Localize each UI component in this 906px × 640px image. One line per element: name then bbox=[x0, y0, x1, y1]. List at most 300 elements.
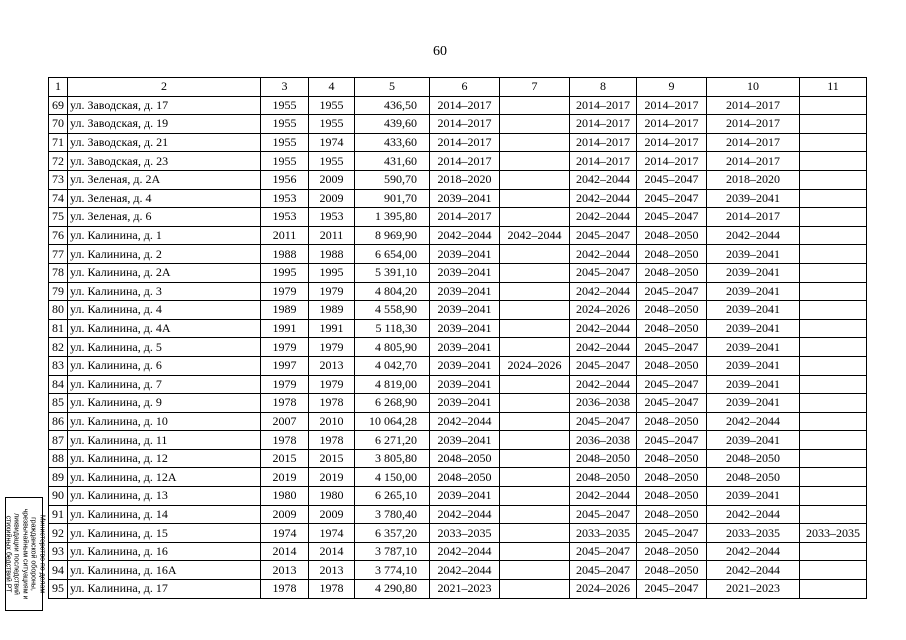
table-cell bbox=[800, 561, 867, 580]
table-cell: 1979 bbox=[261, 282, 309, 301]
table-cell: ул. Калинина, д. 2А bbox=[68, 263, 261, 282]
table-cell: 2039–2041 bbox=[430, 338, 500, 357]
table-cell: 2039–2041 bbox=[707, 338, 800, 357]
table-cell: ул. Калинина, д. 1 bbox=[68, 226, 261, 245]
table-cell bbox=[800, 263, 867, 282]
table-cell: 2007 bbox=[261, 412, 309, 431]
table-cell: 2045–2047 bbox=[637, 282, 707, 301]
table-row bbox=[49, 561, 867, 580]
table-cell: 2039–2041 bbox=[430, 319, 500, 338]
table-cell bbox=[800, 449, 867, 468]
table-row bbox=[49, 152, 867, 171]
page-number: 60 bbox=[433, 44, 447, 59]
table-cell: 5 118,30 bbox=[355, 319, 430, 338]
table-cell: 2033–2035 bbox=[800, 524, 867, 543]
stamp-line: гражданской обороны, bbox=[29, 517, 37, 591]
table-cell: 1979 bbox=[261, 338, 309, 357]
table-cell: 2045–2047 bbox=[637, 189, 707, 208]
table-cell: 2021–2023 bbox=[707, 580, 800, 599]
table-cell: 1978 bbox=[309, 394, 355, 413]
table-cell bbox=[500, 152, 570, 171]
table-cell bbox=[500, 208, 570, 227]
table-cell bbox=[500, 263, 570, 282]
table-cell: ул. Калинина, д. 11 bbox=[68, 431, 261, 450]
table-row bbox=[49, 580, 867, 599]
table-cell: 2011 bbox=[309, 226, 355, 245]
table-cell: 94 bbox=[49, 561, 68, 580]
table-cell: 78 bbox=[49, 263, 68, 282]
table-cell: 2024–2026 bbox=[500, 356, 570, 375]
table-cell: 2048–2050 bbox=[570, 468, 637, 487]
table-cell: 2048–2050 bbox=[637, 301, 707, 320]
table-cell: 2014–2017 bbox=[707, 208, 800, 227]
table-cell: 2014 bbox=[261, 542, 309, 561]
table-cell: 2045–2047 bbox=[570, 356, 637, 375]
table-cell: 2039–2041 bbox=[707, 319, 800, 338]
table-cell: 2024–2026 bbox=[570, 301, 637, 320]
table-cell: 6 271,20 bbox=[355, 431, 430, 450]
table-cell: 1978 bbox=[261, 431, 309, 450]
table-cell: 2014 bbox=[309, 542, 355, 561]
table-cell: 2039–2041 bbox=[707, 245, 800, 264]
table-cell: 2014–2017 bbox=[430, 115, 500, 134]
table-cell: 2039–2041 bbox=[707, 487, 800, 506]
table-cell: 1995 bbox=[261, 263, 309, 282]
table-cell: 2014–2017 bbox=[707, 96, 800, 115]
table-cell: 2042–2044 bbox=[430, 226, 500, 245]
table-cell: 436,50 bbox=[355, 96, 430, 115]
table-cell: 73 bbox=[49, 170, 68, 189]
table-cell: 81 bbox=[49, 319, 68, 338]
table-cell: 6 265,10 bbox=[355, 487, 430, 506]
table-cell: 1979 bbox=[261, 375, 309, 394]
table-cell: ул. Заводская, д. 17 bbox=[68, 96, 261, 115]
table-cell: 901,70 bbox=[355, 189, 430, 208]
table-cell bbox=[500, 115, 570, 134]
table-cell: ул. Калинина, д. 16А bbox=[68, 561, 261, 580]
table-cell: 2009 bbox=[309, 189, 355, 208]
table-cell: 2045–2047 bbox=[637, 580, 707, 599]
table-cell: 2014–2017 bbox=[637, 152, 707, 171]
table-cell: ул. Калинина, д. 3 bbox=[68, 282, 261, 301]
table-cell: 2048–2050 bbox=[637, 412, 707, 431]
table-cell: 2033–2035 bbox=[430, 524, 500, 543]
table-cell: 93 bbox=[49, 542, 68, 561]
table-cell: 8 969,90 bbox=[355, 226, 430, 245]
table-cell: 1988 bbox=[309, 245, 355, 264]
table-row bbox=[49, 431, 867, 450]
table-cell: 2042–2044 bbox=[570, 208, 637, 227]
table-cell: 2009 bbox=[261, 505, 309, 524]
table-cell: 2011 bbox=[261, 226, 309, 245]
table-cell: 4 819,00 bbox=[355, 375, 430, 394]
table-cell: 92 bbox=[49, 524, 68, 543]
table-row bbox=[49, 468, 867, 487]
table-cell: 2048–2050 bbox=[637, 245, 707, 264]
table-cell bbox=[500, 580, 570, 599]
table-cell: 2014–2017 bbox=[637, 133, 707, 152]
table-cell: 2039–2041 bbox=[707, 263, 800, 282]
stamp-line: стихийных бедствий РТ bbox=[4, 515, 12, 593]
stamp-line: ликвидации последствий bbox=[12, 513, 20, 595]
table-cell: 2039–2041 bbox=[430, 263, 500, 282]
table-cell: 1997 bbox=[261, 356, 309, 375]
table-cell: ул. Калинина, д. 9 bbox=[68, 394, 261, 413]
table-cell: 1955 bbox=[261, 133, 309, 152]
table-cell: 76 bbox=[49, 226, 68, 245]
table-cell: 2045–2047 bbox=[637, 394, 707, 413]
table-cell: 2014–2017 bbox=[637, 115, 707, 134]
table-cell: 2014–2017 bbox=[430, 96, 500, 115]
table-cell bbox=[500, 375, 570, 394]
table-cell: 2021–2023 bbox=[430, 580, 500, 599]
table-cell: 1955 bbox=[261, 96, 309, 115]
table-cell: 2039–2041 bbox=[430, 282, 500, 301]
table-cell bbox=[500, 96, 570, 115]
table-cell: 71 bbox=[49, 133, 68, 152]
table-cell: 95 bbox=[49, 580, 68, 599]
table-cell: 2039–2041 bbox=[430, 189, 500, 208]
table-cell: 2014–2017 bbox=[570, 152, 637, 171]
table-cell bbox=[500, 319, 570, 338]
table-cell: 2048–2050 bbox=[637, 468, 707, 487]
table-cell: ул. Заводская, д. 19 bbox=[68, 115, 261, 134]
table-cell: 2024–2026 bbox=[570, 580, 637, 599]
table-cell: 2045–2047 bbox=[637, 338, 707, 357]
table-cell: 6 357,20 bbox=[355, 524, 430, 543]
table-cell: 84 bbox=[49, 375, 68, 394]
table-cell: ул. Калинина, д. 12 bbox=[68, 449, 261, 468]
table-cell: 1955 bbox=[261, 115, 309, 134]
table-cell: ул. Зеленая, д. 6 bbox=[68, 208, 261, 227]
table-cell bbox=[500, 282, 570, 301]
table-cell: 2048–2050 bbox=[570, 449, 637, 468]
table-cell bbox=[500, 468, 570, 487]
table-row bbox=[49, 394, 867, 413]
table-cell: ул. Зеленая, д. 4 bbox=[68, 189, 261, 208]
table-cell: 70 bbox=[49, 115, 68, 134]
table-cell: 3 787,10 bbox=[355, 542, 430, 561]
table-cell: 1955 bbox=[309, 115, 355, 134]
table-cell: 1953 bbox=[261, 189, 309, 208]
table-cell: 3 774,10 bbox=[355, 561, 430, 580]
table-cell bbox=[800, 245, 867, 264]
table-cell: 87 bbox=[49, 431, 68, 450]
table-cell bbox=[800, 487, 867, 506]
table-cell: 2039–2041 bbox=[707, 431, 800, 450]
column-header: 8 bbox=[570, 78, 637, 97]
table-cell bbox=[500, 542, 570, 561]
table-row bbox=[49, 96, 867, 115]
table-row bbox=[49, 487, 867, 506]
table-cell: 85 bbox=[49, 394, 68, 413]
table-cell bbox=[500, 524, 570, 543]
table-cell: ул. Калинина, д. 6 bbox=[68, 356, 261, 375]
table-cell: 6 268,90 bbox=[355, 394, 430, 413]
table-cell: 2042–2044 bbox=[570, 189, 637, 208]
table-cell: 2009 bbox=[309, 505, 355, 524]
table-cell: 2039–2041 bbox=[430, 245, 500, 264]
column-header: 9 bbox=[637, 78, 707, 97]
table-cell bbox=[500, 431, 570, 450]
table-cell: 2014–2017 bbox=[707, 152, 800, 171]
table-cell bbox=[800, 468, 867, 487]
column-header: 10 bbox=[707, 78, 800, 97]
table-cell: 2042–2044 bbox=[707, 505, 800, 524]
table-row bbox=[49, 245, 867, 264]
table-cell bbox=[800, 412, 867, 431]
table-row bbox=[49, 170, 867, 189]
table-cell bbox=[800, 542, 867, 561]
table-cell: 2048–2050 bbox=[637, 226, 707, 245]
table-row bbox=[49, 375, 867, 394]
table-cell: 1955 bbox=[261, 152, 309, 171]
table-cell: 1995 bbox=[309, 263, 355, 282]
table-cell: 2048–2050 bbox=[637, 487, 707, 506]
table-cell: 2018–2020 bbox=[707, 170, 800, 189]
table-row bbox=[49, 282, 867, 301]
table-cell: 10 064,28 bbox=[355, 412, 430, 431]
table-cell: 2039–2041 bbox=[430, 487, 500, 506]
table-cell: 2039–2041 bbox=[430, 375, 500, 394]
table-row bbox=[49, 263, 867, 282]
table-cell: 2014–2017 bbox=[570, 133, 637, 152]
table-cell bbox=[500, 338, 570, 357]
table-cell: 1955 bbox=[309, 152, 355, 171]
column-header: 5 bbox=[355, 78, 430, 97]
table-cell bbox=[500, 170, 570, 189]
table-cell: 1978 bbox=[261, 394, 309, 413]
table-cell: 86 bbox=[49, 412, 68, 431]
table-cell bbox=[500, 394, 570, 413]
table-cell: 1988 bbox=[261, 245, 309, 264]
table-cell bbox=[800, 580, 867, 599]
table-cell: 4 805,90 bbox=[355, 338, 430, 357]
table-cell: 1974 bbox=[309, 524, 355, 543]
table-cell: 439,60 bbox=[355, 115, 430, 134]
column-header: 7 bbox=[500, 78, 570, 97]
column-header: 3 bbox=[261, 78, 309, 97]
table-cell: 2048–2050 bbox=[430, 449, 500, 468]
table-cell bbox=[500, 301, 570, 320]
table-cell: 2039–2041 bbox=[430, 431, 500, 450]
table-cell: 69 bbox=[49, 96, 68, 115]
table-cell: 2048–2050 bbox=[637, 263, 707, 282]
table-cell bbox=[800, 282, 867, 301]
table-cell: 2013 bbox=[309, 356, 355, 375]
table-cell: ул. Заводская, д. 23 bbox=[68, 152, 261, 171]
table-cell: 2048–2050 bbox=[637, 319, 707, 338]
table-cell: 80 bbox=[49, 301, 68, 320]
table-cell: 1989 bbox=[261, 301, 309, 320]
table-row bbox=[49, 133, 867, 152]
table-cell: 2042–2044 bbox=[570, 170, 637, 189]
table-cell: ул. Калинина, д. 2 bbox=[68, 245, 261, 264]
table-cell: 2045–2047 bbox=[570, 226, 637, 245]
table-cell: 2014–2017 bbox=[637, 96, 707, 115]
side-stamp bbox=[4, 497, 46, 611]
table-cell: 2014–2017 bbox=[707, 115, 800, 134]
table-cell: ул. Калинина, д. 10 bbox=[68, 412, 261, 431]
table-cell: 2010 bbox=[309, 412, 355, 431]
table-cell: 2042–2044 bbox=[570, 375, 637, 394]
table-row bbox=[49, 542, 867, 561]
table-cell: 2013 bbox=[309, 561, 355, 580]
table-cell: 2045–2047 bbox=[570, 542, 637, 561]
table-cell bbox=[800, 189, 867, 208]
table-cell: 1989 bbox=[309, 301, 355, 320]
table-cell: ул. Калинина, д. 5 bbox=[68, 338, 261, 357]
table-cell bbox=[800, 431, 867, 450]
table-cell: 2033–2035 bbox=[570, 524, 637, 543]
column-header: 6 bbox=[430, 78, 500, 97]
column-header: 4 bbox=[309, 78, 355, 97]
stamp-line: Министерство по делам bbox=[38, 514, 46, 594]
table-cell: 2018–2020 bbox=[430, 170, 500, 189]
table-cell: 2039–2041 bbox=[707, 189, 800, 208]
table-cell bbox=[500, 133, 570, 152]
table-cell: 2042–2044 bbox=[430, 505, 500, 524]
table-cell: 1980 bbox=[309, 487, 355, 506]
table-cell: 2013 bbox=[261, 561, 309, 580]
housing-repair-table bbox=[48, 77, 867, 599]
table-cell: 2039–2041 bbox=[707, 356, 800, 375]
table-cell: 1979 bbox=[309, 282, 355, 301]
table-row bbox=[49, 301, 867, 320]
table-cell bbox=[800, 170, 867, 189]
table-cell: 2014–2017 bbox=[570, 115, 637, 134]
table-cell: 2019 bbox=[309, 468, 355, 487]
table-cell: 4 150,00 bbox=[355, 468, 430, 487]
table-cell: 2048–2050 bbox=[637, 542, 707, 561]
table-cell: 4 042,70 bbox=[355, 356, 430, 375]
table-cell: ул. Калинина, д. 16 bbox=[68, 542, 261, 561]
table-cell: 1956 bbox=[261, 170, 309, 189]
table-cell: 2042–2044 bbox=[570, 245, 637, 264]
column-header: 11 bbox=[800, 78, 867, 97]
table-cell: 2039–2041 bbox=[707, 375, 800, 394]
table-row bbox=[49, 226, 867, 245]
table-cell: 2014–2017 bbox=[430, 208, 500, 227]
table-cell: 2042–2044 bbox=[430, 561, 500, 580]
table-cell: 88 bbox=[49, 449, 68, 468]
table-cell: 1991 bbox=[309, 319, 355, 338]
table-row bbox=[49, 319, 867, 338]
table-cell: 2045–2047 bbox=[570, 263, 637, 282]
table-cell bbox=[500, 245, 570, 264]
table-cell bbox=[500, 561, 570, 580]
table-cell: 2042–2044 bbox=[570, 338, 637, 357]
table-cell: 2048–2050 bbox=[707, 449, 800, 468]
table-cell bbox=[800, 152, 867, 171]
table-cell: 2042–2044 bbox=[570, 319, 637, 338]
table-cell: 2039–2041 bbox=[707, 301, 800, 320]
table-cell: 2045–2047 bbox=[570, 412, 637, 431]
table-cell: 2042–2044 bbox=[500, 226, 570, 245]
table-cell: 2014–2017 bbox=[430, 152, 500, 171]
table-cell bbox=[800, 394, 867, 413]
table-cell: 2045–2047 bbox=[637, 431, 707, 450]
table-cell: 2042–2044 bbox=[707, 226, 800, 245]
table-row bbox=[49, 412, 867, 431]
table-cell: 90 bbox=[49, 487, 68, 506]
table-cell: 1 395,80 bbox=[355, 208, 430, 227]
table-cell: 2042–2044 bbox=[430, 412, 500, 431]
table-cell: 1991 bbox=[261, 319, 309, 338]
table-cell: ул. Калинина, д. 14 bbox=[68, 505, 261, 524]
table-cell: 1953 bbox=[261, 208, 309, 227]
table-cell: 2039–2041 bbox=[707, 394, 800, 413]
table-cell: 3 805,80 bbox=[355, 449, 430, 468]
table-cell: 2009 bbox=[309, 170, 355, 189]
table-row bbox=[49, 356, 867, 375]
table-cell: 431,60 bbox=[355, 152, 430, 171]
table-cell: 2045–2047 bbox=[570, 561, 637, 580]
column-header: 1 bbox=[49, 78, 68, 97]
stamp-line: чрезвычайным ситуациям и bbox=[21, 508, 29, 600]
table-cell: ул. Заводская, д. 21 bbox=[68, 133, 261, 152]
table-cell bbox=[800, 375, 867, 394]
table-cell: 74 bbox=[49, 189, 68, 208]
table-row bbox=[49, 338, 867, 357]
table-cell: 83 bbox=[49, 356, 68, 375]
table-cell: 6 654,00 bbox=[355, 245, 430, 264]
table-cell bbox=[800, 115, 867, 134]
table-cell: 1974 bbox=[309, 133, 355, 152]
table-cell: 75 bbox=[49, 208, 68, 227]
table-cell bbox=[800, 356, 867, 375]
table-cell: 72 bbox=[49, 152, 68, 171]
table-cell: 1978 bbox=[261, 580, 309, 599]
table-cell bbox=[800, 338, 867, 357]
table-cell: ул. Калинина, д. 7 bbox=[68, 375, 261, 394]
table-cell: 79 bbox=[49, 282, 68, 301]
table-cell: 2042–2044 bbox=[707, 561, 800, 580]
table-cell bbox=[800, 208, 867, 227]
table-cell: 433,60 bbox=[355, 133, 430, 152]
table-cell bbox=[800, 133, 867, 152]
table-cell: 1974 bbox=[261, 524, 309, 543]
table-cell: 4 290,80 bbox=[355, 580, 430, 599]
table-row bbox=[49, 524, 867, 543]
table-cell: 1978 bbox=[309, 431, 355, 450]
table-cell: 5 391,10 bbox=[355, 263, 430, 282]
table-cell: 2019 bbox=[261, 468, 309, 487]
table-cell: ул. Калинина, д. 15 bbox=[68, 524, 261, 543]
table-cell: 89 bbox=[49, 468, 68, 487]
table-cell: 2048–2050 bbox=[637, 356, 707, 375]
table-cell bbox=[800, 505, 867, 524]
column-header: 2 bbox=[68, 78, 261, 97]
table-cell bbox=[800, 301, 867, 320]
table-cell: 2014–2017 bbox=[570, 96, 637, 115]
table-cell: 1978 bbox=[309, 580, 355, 599]
table-cell: 2042–2044 bbox=[707, 412, 800, 431]
table-cell: 2042–2044 bbox=[430, 542, 500, 561]
table-cell: 4 804,20 bbox=[355, 282, 430, 301]
table-row bbox=[49, 208, 867, 227]
table-cell bbox=[500, 449, 570, 468]
table-cell: 2014–2017 bbox=[430, 133, 500, 152]
table-cell bbox=[800, 319, 867, 338]
table-cell: 1953 bbox=[309, 208, 355, 227]
table-cell: 2045–2047 bbox=[637, 170, 707, 189]
table-cell: 2042–2044 bbox=[570, 487, 637, 506]
table-cell: 2039–2041 bbox=[430, 356, 500, 375]
table-cell: ул. Калинина, д. 13 bbox=[68, 487, 261, 506]
table-cell: 1979 bbox=[309, 338, 355, 357]
table-cell: 2048–2050 bbox=[637, 561, 707, 580]
